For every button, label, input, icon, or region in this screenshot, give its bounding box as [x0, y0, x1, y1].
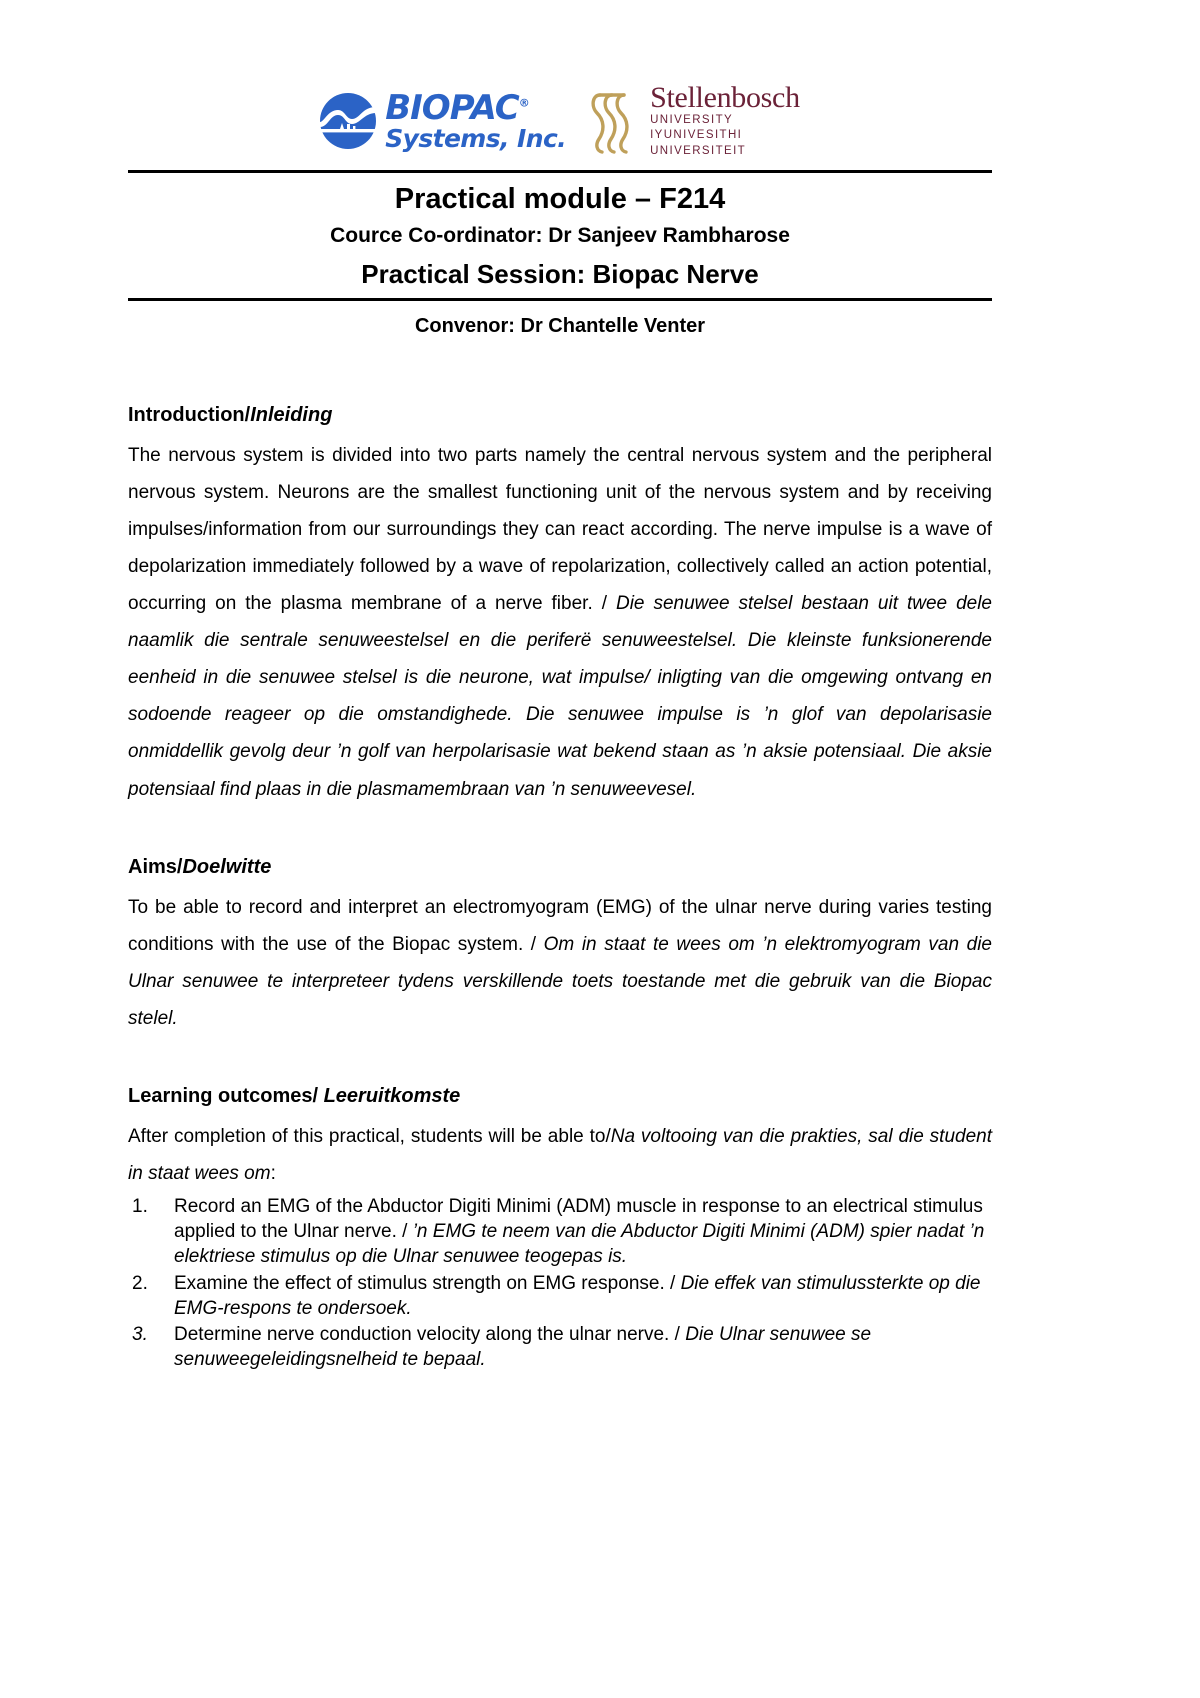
module-title: Practical module – F214 — [394, 183, 726, 215]
list-item — [128, 1194, 992, 1270]
section-learning-outcomes — [128, 1083, 992, 1373]
section-aims — [128, 854, 992, 1037]
biopac-wordmark — [385, 88, 567, 153]
title-block — [128, 173, 992, 298]
page-content — [128, 0, 992, 1374]
course-coordinator: Cource Co-ordinator: Dr Sanjeev Rambharose — [330, 224, 790, 248]
introduction-heading — [128, 402, 992, 428]
stellenbosch-line-english: UNIVERSITY — [650, 114, 734, 127]
introduction-heading-en: Introduction/ — [128, 404, 251, 427]
spacer-aims — [128, 808, 992, 854]
list-item-text — [174, 1271, 992, 1322]
stellenbosch-wordmark — [650, 83, 800, 159]
biopac-logo — [320, 88, 567, 153]
stellenbosch-name: Stellenbosch — [650, 81, 800, 115]
introduction-paragraph — [128, 437, 992, 807]
list-item-text-en: Determine nerve conduction velocity along the ulnar nerve. / — [174, 1324, 686, 1346]
learning-outcomes-lead — [128, 1118, 992, 1192]
aims-text-en: To be able to record and interpret an electromyogram (EMG) of the ulnar nerve during varies testing conditions with the use of the Biopac system. / — [128, 896, 992, 955]
learning-outcomes-heading-af: Leeruitkomste — [323, 1084, 461, 1107]
aims-heading-en: Aims/ — [128, 855, 183, 878]
spacer-learning-outcomes — [128, 1037, 992, 1083]
list-item-text-en: Examine the effect of stimulus strength on EMG response. / — [174, 1272, 681, 1294]
aims-paragraph — [128, 889, 992, 1037]
stellenbosch-line-xhosa: IYUNIVESITHI — [650, 129, 743, 142]
learning-outcomes-lead-en: After completion of this practical, students will be able to/ — [128, 1125, 611, 1147]
aims-text-af: Om in staat te wees om ’n elektromyogram van die Ulnar senuwee te interpreteer tydens verskillende toets toestande met die gebruik van die Biopac stelel. — [128, 933, 992, 1029]
list-item-text — [174, 1322, 992, 1373]
learning-outcomes-heading-en: Learning outcomes/ — [128, 1084, 324, 1107]
introduction-heading-af: Inleiding — [250, 404, 333, 427]
spacer-intro — [128, 338, 992, 402]
list-item-text-af: ’n EMG te neem van die Abductor Digiti Minimi (ADM) spier nadat ’n elektriese stimulus op die Ulnar senuwee teogepas is. — [174, 1221, 985, 1268]
learning-outcomes-lead-af: Na voltooing van die prakties, sal die student in staat wees om — [128, 1125, 992, 1184]
aims-heading-af: Doelwitte — [182, 855, 272, 878]
biopac-name: BIOPAC® — [385, 88, 530, 128]
section-introduction — [128, 402, 992, 807]
stellenbosch-line-afrikaans: UNIVERSITEIT — [650, 144, 747, 157]
introduction-text-en: The nervous system is divided into two parts namely the central nervous system and the peripheral nervous system. Neurons are the smallest functioning unit of the nervous system and by receiving impulses/information from our surroundings they can react according. The nerve impulse is a wave of depolarization immediately followed by a wave of repolarization, collectively called an action potential, occurring on the plasma membrane of a nerve fiber. / — [128, 445, 992, 615]
learning-outcomes-heading — [128, 1083, 992, 1109]
list-item-number: 3. — [132, 1324, 148, 1346]
list-item-text-af: Die effek van stimulussterkte op die EMG-respons te ondersoek. — [174, 1272, 981, 1319]
list-item-number: 2. — [132, 1272, 148, 1294]
list-item-number: 1. — [132, 1195, 148, 1217]
list-item-text — [174, 1194, 992, 1270]
list-item-text-af: Die Ulnar senuwee se senuweegeleidingsnelheid te bepaal. — [174, 1324, 872, 1371]
learning-outcomes-list — [128, 1194, 992, 1373]
convenor-line: Convenor: Dr Chantelle Venter — [414, 315, 706, 338]
list-item-text-en: Record an EMG of the Abductor Digiti Minimi (ADM) muscle in response to an electrical stimulus applied to the Ulnar nerve. / — [174, 1195, 983, 1243]
title-rule-bottom — [128, 298, 992, 301]
biopac-wave-icon — [320, 93, 376, 149]
stellenbosch-taglines — [650, 113, 800, 159]
registered-icon: ® — [518, 96, 530, 110]
aims-heading — [128, 854, 992, 880]
list-item — [128, 1322, 992, 1373]
biopac-subname: Systems, Inc. — [385, 124, 567, 153]
learning-outcomes-lead-tail: : — [270, 1162, 276, 1184]
stellenbosch-sss-icon — [588, 85, 640, 157]
stellenbosch-logo — [588, 83, 800, 159]
logo-header — [128, 0, 992, 164]
list-item — [128, 1271, 992, 1322]
session-title: Practical Session: Biopac Nerve — [361, 258, 759, 289]
introduction-text-af: Die senuwee stelsel bestaan uit twee dele naamlik die sentrale senuweestelsel en die periferë senuweestelsel. Die kleinste funksionerende eenheid in die senuwee stelsel is die neurone, wat impulse/ inligting van die omgewing ontvang en sodoende reageer op die omstandighede. Die senuwee impulse is ’n glof van depolarisasie onmiddellik gevolg deur ’n golf van herpolarisasie wat bekend staan as ’n aksie potensiaal. Die aksie potensiaal find plaas in die plasmamembraan van ’n senuweevesel. — [128, 593, 992, 800]
